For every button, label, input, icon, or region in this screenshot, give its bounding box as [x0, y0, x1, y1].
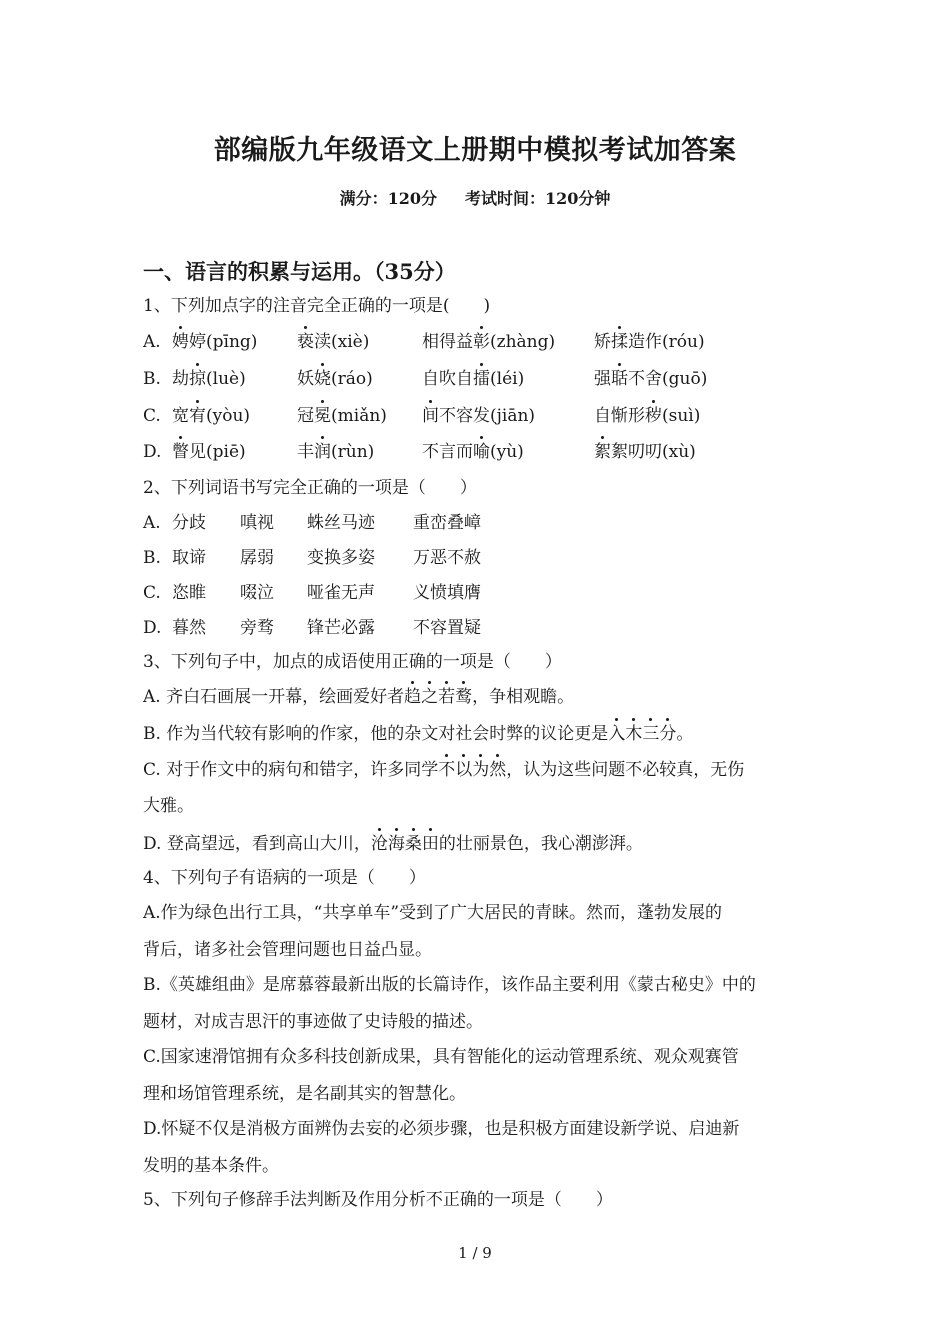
- dotted-char: 鹜: [455, 687, 473, 707]
- q1-option-word: 絮絮叨叨(xù): [594, 442, 696, 462]
- q3-option: B. 作为当代较有影响的作家，他的杂文对社会时弊的议论更是入木三分。: [143, 724, 694, 744]
- dotted-char: 分: [659, 724, 677, 744]
- q2-option-word: 暮然: [172, 618, 206, 638]
- dotted-char: 亵: [297, 332, 314, 352]
- q1-option-word: 相得益彰(zhàng): [422, 332, 556, 352]
- q1-option-word: 娉婷(pīng): [172, 332, 258, 352]
- q4-option-line: 背后，诸多社会管理问题也日益凸显。: [143, 940, 432, 960]
- q2-option-word: 义愤填膺: [413, 583, 481, 603]
- dotted-char: 聒: [611, 369, 628, 389]
- dotted-char: 揉: [611, 332, 628, 352]
- dotted-char: 润: [314, 442, 331, 462]
- q1-option-word: 妖娆(ráo): [297, 369, 373, 389]
- q1-option-label: C.: [143, 406, 161, 426]
- q2-option-word: 取谛: [172, 548, 206, 568]
- q1-option-word: 自惭形秽(suì): [594, 406, 701, 426]
- q1-option-word: 宽宥(yòu): [172, 406, 251, 426]
- section-heading: 一、语言的积累与运用。（35分）: [143, 259, 456, 284]
- dotted-char: 若: [438, 687, 456, 707]
- q1-option-word: 冠冕(miǎn): [297, 406, 387, 426]
- q2-option-word: 不容置疑: [413, 618, 481, 638]
- dotted-char: 木: [625, 724, 643, 744]
- q3-stem: 3、下列句子中，加点的成语使用正确的一项是（ ）: [143, 652, 562, 672]
- q2-option-label: D.: [143, 618, 162, 638]
- q4-option-line: C.国家速滑馆拥有众多科技创新成果，具有智能化的运动管理系统、观众观赛管: [143, 1047, 739, 1067]
- q1-option-word: 不言而喻(yù): [422, 442, 524, 462]
- q2-option-word: 旁骛: [240, 618, 274, 638]
- q2-option-word: 哑雀无声: [307, 583, 375, 603]
- q4-option-line: D.怀疑不仅是消极方面辨伪去妄的必须步骤，也是积极方面建设新学说、启迪新: [143, 1119, 740, 1139]
- q2-option-word: 锋芒必露: [307, 618, 375, 638]
- dotted-char: 海: [387, 834, 405, 854]
- exam-time: 考试时间：120分钟: [465, 189, 611, 208]
- dotted-char: 娉: [172, 332, 189, 352]
- q5-stem: 5、下列句子修辞手法判断及作用分析不正确的一项是（ ）: [143, 1190, 613, 1210]
- q1-option-label: D.: [143, 442, 162, 462]
- q1-option-word: 丰润(rùn): [297, 442, 375, 462]
- dotted-char: 彰: [473, 332, 490, 352]
- q1-option-label: B.: [143, 369, 161, 389]
- dotted-char: 趋: [404, 687, 422, 707]
- q2-option-label: B.: [143, 548, 161, 568]
- dotted-char: 以: [455, 760, 473, 780]
- dotted-char: 不: [438, 760, 456, 780]
- q1-option-word: 亵渎(xiè): [297, 332, 370, 352]
- q3-option: A. 齐白石画展一开幕，绘画爱好者趋之若鹜，争相观瞻。: [143, 687, 575, 707]
- q4-stem: 4、下列句子有语病的一项是（ ）: [143, 868, 426, 888]
- q2-option-label: A.: [143, 513, 161, 533]
- q1-option-word: 自吹自擂(léi): [422, 369, 525, 389]
- q3-option: C. 对于作文中的病句和错字，许多同学不以为然，认为这些问题不必较真，无伤: [143, 760, 745, 780]
- q4-option-line: A.作为绿色出行工具，“共享单车”受到了广大居民的青睐。然而，蓬勃发展的: [143, 903, 723, 923]
- dotted-char: 三: [642, 724, 660, 744]
- q1-option-word: 劫掠(luè): [172, 369, 246, 389]
- q4-option-line: 题材，对成吉思汗的事迹做了史诗般的描述。: [143, 1012, 483, 1032]
- q1-option-word: 矫揉造作(róu): [594, 332, 705, 352]
- dotted-char: 冕: [314, 406, 331, 426]
- dotted-char: 瞥: [172, 442, 189, 462]
- page-number: 1 / 9: [458, 1244, 492, 1262]
- q4-option-line: 发明的基本条件。: [143, 1156, 279, 1176]
- q1-option-word: 间不容发(jiān): [422, 406, 536, 426]
- q2-stem: 2、下列词语书写完全正确的一项是（ ）: [143, 478, 477, 498]
- q2-option-word: 变换多姿: [307, 548, 375, 568]
- q2-option-label: C.: [143, 583, 161, 603]
- dotted-char: 间: [422, 406, 439, 426]
- q2-option-word: 分歧: [172, 513, 206, 533]
- full-score: 满分：120分: [339, 189, 437, 208]
- page-title: 部编版九年级语文上册期中模拟考试加答案: [213, 135, 737, 166]
- q4-option-line: B.《英雄组曲》是席慕蓉最新出版的长篇诗作，该作品主要利用《蒙古秘史》中的: [143, 975, 756, 995]
- q4-option-line: 理和场馆管理系统，是名副其实的智慧化。: [143, 1084, 466, 1104]
- q2-option-word: 万恶不赦: [413, 548, 481, 568]
- dotted-char: 擂: [473, 369, 490, 389]
- q1-option-word: 强聒不舍(guō): [594, 369, 708, 389]
- q2-option-word: 重峦叠嶂: [413, 513, 481, 533]
- q1-stem: 1、下列加点字的注音完全正确的一项是( ): [143, 296, 491, 316]
- q2-option-word: 孱弱: [240, 548, 274, 568]
- dotted-char: 然: [489, 760, 507, 780]
- q2-option-word: 嗔视: [240, 513, 274, 533]
- q3-option: D. 登高望远，看到高山大川，沧海桑田的壮丽景色，我心潮澎湃。: [143, 834, 643, 854]
- dotted-char: 沧: [370, 834, 388, 854]
- q1-option-word: 瞥见(piē): [172, 442, 246, 462]
- dotted-char: 田: [421, 834, 439, 854]
- q3-option-continuation: 大雅。: [143, 796, 194, 816]
- dotted-char: 秽: [645, 406, 662, 426]
- dotted-char: 之: [421, 687, 439, 707]
- q2-option-word: 蛛丝马迹: [307, 513, 375, 533]
- dotted-char: 喻: [473, 442, 490, 462]
- q2-option-word: 啜泣: [240, 583, 274, 603]
- dotted-char: 絮: [594, 442, 611, 462]
- dotted-char: 为: [472, 760, 490, 780]
- q1-option-label: A.: [143, 332, 161, 352]
- exam-meta: [0, 186, 950, 209]
- dotted-char: 宥: [189, 406, 206, 426]
- dotted-char: 掠: [189, 369, 206, 389]
- dotted-char: 桑: [404, 834, 422, 854]
- dotted-char: 娆: [314, 369, 331, 389]
- dotted-char: 入: [608, 724, 626, 744]
- q2-option-word: 恣睢: [172, 583, 206, 603]
